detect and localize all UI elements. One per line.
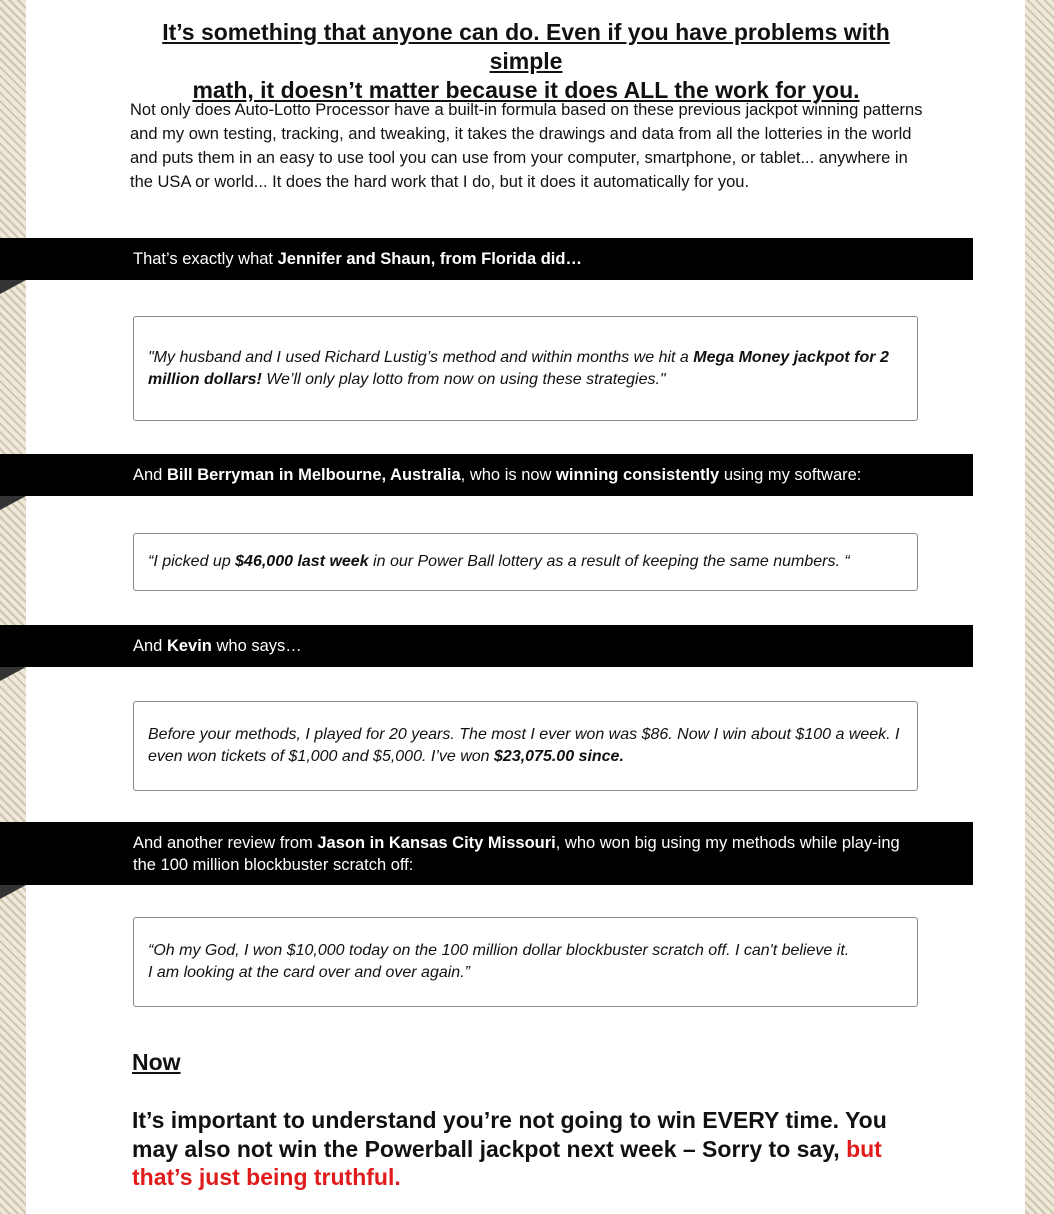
quote-highlight: $46,000 last week — [235, 553, 369, 570]
quote-text: “I picked up — [148, 553, 236, 570]
closing-statement — [132, 1106, 912, 1192]
banner-highlight-winning: winning consistently — [556, 466, 720, 484]
quote-text-end: We’ll only play lotto from now on using these strategies." — [261, 370, 666, 388]
testimonial-banner-jennifer — [0, 238, 973, 280]
quote-text-end: in our Power Ball lottery as a result of keeping the same numbers. “ — [368, 553, 850, 570]
closing-red-text: but that’s just being truthful. — [132, 1135, 882, 1190]
banner-fold-corner — [0, 280, 26, 294]
quote-highlight: Mega Money jackpot for 2 million dollars! — [148, 348, 889, 388]
testimonial-quote-kevin — [133, 701, 918, 791]
banner-text-end: , who won big using my methods while play-ing the 100 million blockbuster scratch off: — [133, 833, 900, 874]
testimonial-quote-bill — [133, 533, 918, 591]
content-page — [26, 0, 1025, 1214]
testimonial-banner-bill — [0, 454, 973, 496]
testimonial-quote-jason — [133, 917, 918, 1007]
banner-text: And — [133, 466, 167, 484]
banner-text-end: who says… — [211, 637, 302, 655]
headline-line-1: It’s something that anyone can do. Even if you have problems with simple — [162, 19, 890, 74]
banner-highlight: Jennifer and Shaun, from Florida did… — [277, 250, 582, 268]
banner-fold-corner — [0, 885, 26, 899]
intro-paragraph: Not only does Auto-Lotto Processor have a built-in formula based on these previous jackpot winning patterns and my own testing, tracking, and tweaking, it takes the drawings and data from all the lotteries in the world and puts them in an easy to use tool you can use from your computer, smartphone, or tablet... anywhere in the USA or world... It does the hard work that I do, but it does it automatically for you. — [130, 101, 923, 191]
quote-line-1: “Oh my God, I won $10,000 today on the 100 million dollar blockbuster scratch off. I can't believe it. — [148, 942, 850, 959]
headline-line-2: math, it doesn’t matter because it does ALL the work for you. — [192, 77, 860, 103]
banner-highlight-name: Bill Berryman in Melbourne, Australia — [166, 466, 461, 484]
testimonial-quote-jennifer — [133, 316, 918, 421]
headline — [138, 18, 914, 105]
banner-fold-corner — [0, 496, 26, 510]
testimonial-banner-jason — [0, 822, 973, 885]
closing-text: It’s important to understand you’re not going to win EVERY time. You may also not win the Powerball jackpot next week – Sorry to say, — [132, 1107, 887, 1162]
banner-text-end: using my software: — [719, 466, 862, 484]
quote-text: Before your methods, I played for 20 years. The most I ever won was $86. Now I win about $100 a week. I even won tickets of $1,000 and $5,000. I’ve won — [148, 726, 900, 765]
testimonial-banner-kevin — [0, 625, 973, 667]
now-heading: Now — [132, 1049, 181, 1075]
banner-text: And — [133, 637, 167, 655]
banner-text-mid: , who is now — [460, 466, 557, 484]
banner-text: That’s exactly what — [133, 250, 278, 268]
quote-text: "My husband and I used Richard Lustig’s method and within months we hit a — [148, 348, 694, 366]
quote-highlight: $23,075.00 since. — [494, 748, 624, 765]
banner-fold-corner — [0, 667, 26, 681]
banner-text: And another review from — [133, 833, 318, 852]
quote-line-2: I am looking at the card over and over again.” — [148, 964, 470, 981]
banner-highlight: Kevin — [166, 637, 212, 655]
banner-highlight: Jason in Kansas City Missouri — [317, 833, 556, 852]
